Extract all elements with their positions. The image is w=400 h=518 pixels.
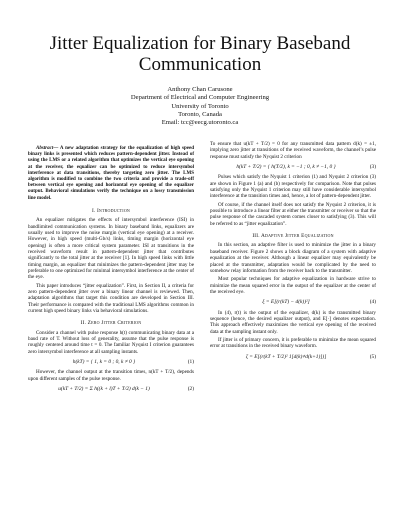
author-name: Anthony Chan Carusone — [167, 86, 233, 93]
equation-3-body: h(kT + T/2) = { h(T/2), k = −1 ; 0, k ≠ −1, 0 } — [236, 164, 336, 171]
right-paragraph-6: In (4), r(t) is the output of the equalizer, d(k) is the transmitted binary sequence (hence, the desired equalizer output), and E[·] denotes expectation. This approach effectively maximizes the vertical eye opening of the received data at the sampling instant only. — [210, 309, 376, 335]
left-column — [28, 146, 194, 396]
intro-paragraph-2: This paper introduces “jitter equalization”. First, in Section II, a criteria for zero pattern-dependent jitter over a binary linear channel is reviewed. Then, adaptation algorithms that target this condition are developed in Section III. Their performance is compared with the traditional LMS algorithms common in current high speed binary links via behavioral simulations. — [28, 282, 194, 314]
author-univ: University of Toronto — [171, 102, 229, 110]
equation-2 — [28, 386, 194, 392]
right-paragraph-3: Of course, if the channel itself does not satisfy the Nyquist 2 criterion, it is possible to introduce a linear filter at either the transmitter or receiver so that the pulse response of the cascaded system comes closer to satisfying (3). This will be referred to as “jitter equalization”. — [210, 201, 376, 227]
equation-4 — [210, 299, 376, 305]
abstract-label: Abstract — [36, 146, 54, 151]
author-email: Email: tcc@eecg.utoronto.ca — [161, 119, 239, 127]
right-paragraph-2: Pulses which satisfy the Nyquist 1 criterion (1) and Nyquist 2 criterion (3) are shown in Figure 1 (a) and (b) respectively for comparison. Note that pulses satisfying only the Nyquist 1 criterion may still have considerable intersymbol interference at the transition times and, hence, a lot of pattern-dependent jitter. — [210, 174, 376, 200]
right-paragraph-4: In this section, an adaptive filter is used to minimize the jitter in a binary baseband receiver. Figure 2 shows a block diagram of a system with adaptive equalization at the receiver. Although a linear equalizer may equivalently be placed at the transmitter, adaptation would be complicated by the need to somehow relay information from the receiver back to the transmitter. — [210, 242, 376, 274]
right-column — [210, 141, 376, 364]
author-dept: Department of Electrical and Computer Engineering — [130, 94, 270, 102]
equation-1 — [28, 359, 194, 365]
equation-3-number: (3) — [369, 164, 376, 171]
equation-3 — [210, 164, 376, 170]
equation-4-number: (4) — [369, 299, 376, 306]
section-title-intro: I. Introduction — [91, 207, 131, 214]
zero-jitter-paragraph-2: However, the channel output at the transition times, n(kT + T/2), depends upon different samples of the pulse response. — [28, 369, 194, 382]
author-city: Toronto, Canada — [178, 110, 222, 118]
paper-title — [0, 33, 400, 75]
equation-1-body: h(kT) = { 1, k = 0 ; 0, k ≠ 0 } — [72, 359, 136, 366]
equation-2-body: u(kT + T/2) = Σ h((k + l)T + T/2) d(k − 1) — [58, 386, 150, 393]
section-title-zero-jitter: II. Zero Jitter Criterion — [80, 320, 142, 327]
equation-1-number: (1) — [187, 359, 194, 366]
section-title-adaptive: III. Adaptive Jitter Equalization — [252, 233, 334, 240]
right-paragraph-5: Most popular techniques for adaptive equalization in hardware strive to minimize the mean squared error in the output of the equalizer at the center of the received eye. — [210, 276, 376, 295]
equation-5-body: ζ = E[(r(kT + T/2)² 1[d(k)≠d(k+1)])] — [245, 353, 327, 360]
abstract — [28, 146, 194, 202]
author-block — [0, 86, 400, 127]
equation-2-number: (2) — [187, 386, 194, 393]
title-line-1: Jitter Equalization for Binary Baseband — [49, 33, 351, 54]
zero-jitter-paragraph-1: Consider a channel with pulse response h(t) communicating binary data at a baud rate of T. Without loss of generality, assume that the pulse response is roughly centered around time t = 0. The familiar Nyquist I criterion guarantees zero intersymbol interference at all sampling instants. — [28, 329, 194, 355]
right-paragraph-7: If jitter is of primary concern, it is preferable to minimize the mean squared error at transitions in the received binary waveform. — [210, 336, 376, 350]
equation-5-number: (5) — [369, 353, 376, 360]
equation-4-body: ξ = E[(r(kT) − d(k))²] — [262, 299, 310, 306]
right-paragraph-1: To ensure that u(kT + T/2) = 0 for any transmitted data pattern d(k) = ±1, implying zero jitter at transitions of the received waveform, the channel’s pulse response must satisfy the Nyquist 2 criterion — [210, 141, 376, 160]
title-line-2: Communication — [138, 54, 262, 75]
intro-paragraph-1: An equalizer mitigates the effects of intersymbol interference (ISI) in bandlimited communication systems. In binary baseband links, equalizers are usually used to improve the noise margin (vertical eye opening) at a receiver. However, in high speed (multi-Gb/s) links, timing margin (horizontal eye opening) is often a more critical system parameter. ISI at transitions in the received waveform result in pattern-dependent jitter that contributes significantly to the total jitter at the receiver [1]. In high speed links with little timing margin, an equalizer that minimizes the pattern-dependent jitter may be preferable to one optimized for minimal intersymbol interference at the center of the eye. — [28, 217, 195, 281]
equation-5 — [210, 354, 376, 360]
abstract-text: — A new adaptation strategy for the equalization of high speed binary links is presented which reduces pattern-dependent jitter. Instead of using the LMS or a related algorithm that optimizes the vertical eye opening at the receiver, the equalizer can be optimized to reduce intersymbol interference at data transitions, thereby targeting zero jitter. The LMS algorithm is modified to combine the two criteria and provide a trade-off between vertical eye opening and horizontal eye opening of the equalizer output. Behavioral simulations verify the technique on a lossy transmission line model. — [28, 146, 194, 201]
